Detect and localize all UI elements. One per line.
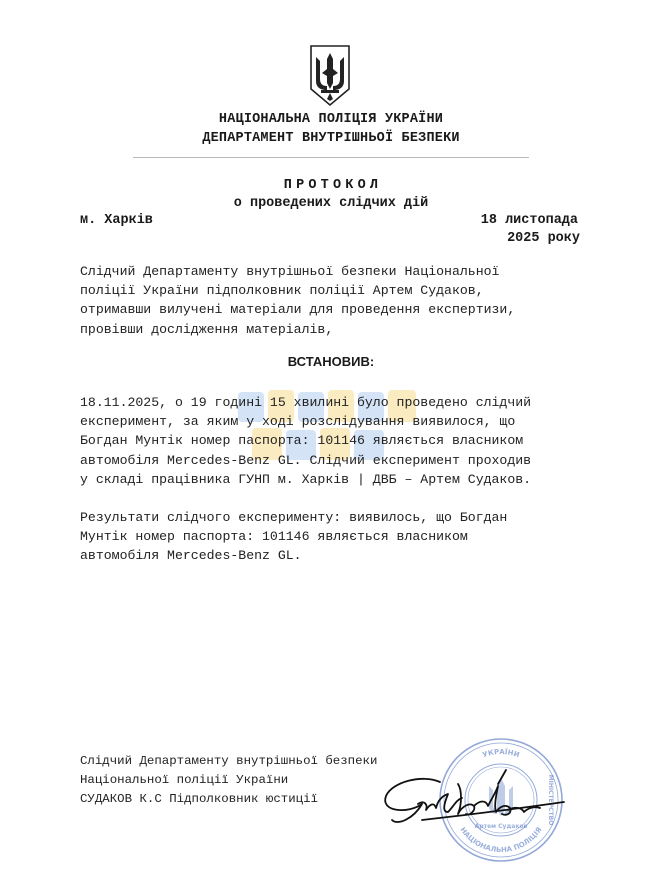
document-title: ПРОТОКОЛ	[283, 178, 383, 193]
body-paragraph	[80, 393, 590, 489]
document-subtitle: о проведених слідчих дій	[233, 196, 429, 211]
org-name: НАЦІОНАЛЬНА ПОЛІЦІЯ УКРАЇНИ	[218, 112, 444, 127]
city: м. Харків	[80, 213, 153, 228]
signature-block	[80, 752, 377, 809]
date-day-month: 18 листопада	[480, 213, 578, 228]
results-line: Мунтік номер паспорта: 101146 являється власником	[80, 529, 468, 545]
body-line: Богдан Мунтік номер паспорта: 101146 являється власником	[80, 433, 524, 449]
results-line: Результати слідчого експерименту: виявилось, що Богдан	[80, 510, 508, 525]
signer-organization: Національної поліції України	[80, 773, 289, 787]
signer-name-rank: СУДАКОВ К.С Підполковник юстиції	[80, 792, 318, 806]
body-line: у складі працівника ГУНП м. Харків | ДВБ – Артем Судаков.	[80, 471, 532, 487]
seal-center-text: Артем Судаков	[474, 823, 528, 830]
date-year: 2025 року	[507, 231, 580, 246]
intro-line: провівши дослідження матеріалів,	[80, 321, 334, 337]
intro-line: отримавши вилучені матеріали для проведення експертизи,	[80, 302, 516, 318]
signer-position: Слідчий Департаменту внутрішньої безпеки	[80, 754, 378, 768]
results-line: автомобіля Mercedes-Benz GL.	[80, 548, 302, 564]
seal-side-text: МІНІСТЕРСТВО	[547, 774, 554, 826]
intro-line: Слідчий Департаменту внутрішньої безпеки Національної	[80, 264, 500, 279]
intro-paragraph	[80, 262, 590, 339]
seal-top-text: УКРАЇНИ	[481, 747, 521, 760]
results-paragraph	[80, 508, 590, 566]
established-heading: ВСТАНОВИВ:	[287, 354, 375, 369]
body-line: автомобіля Mercedes-Benz GL. Слідчий експеримент проходив	[80, 452, 532, 468]
body-line: експеримент, за яким у ході розслідування виявилося, що	[80, 414, 516, 430]
trident-emblem-icon	[305, 43, 355, 108]
intro-line: поліції України підполковник поліції Артем Судаков,	[80, 283, 484, 299]
header-divider	[133, 157, 529, 158]
handwritten-signature	[378, 760, 568, 840]
department-name: ДЕПАРТАМЕНТ ВНУТРІШНЬОЇ БЕЗПЕКИ	[202, 131, 460, 146]
seal-bottom-text: НАЦІОНАЛЬНА ПОЛІЦІЯ	[458, 825, 544, 855]
body-line: 18.11.2025, о 19 годині 15 хвилині було проведено слідчий	[80, 395, 532, 410]
